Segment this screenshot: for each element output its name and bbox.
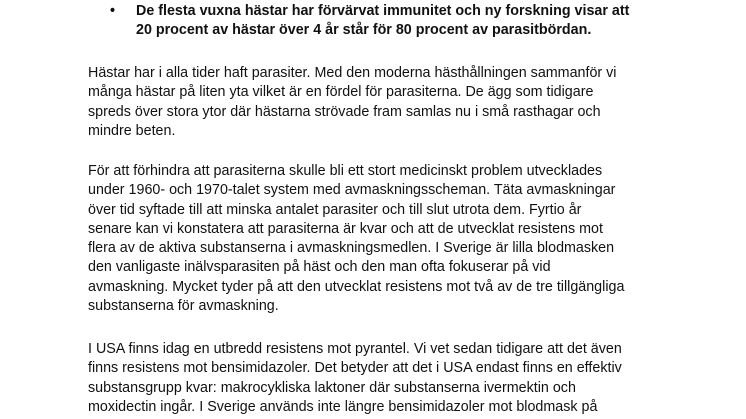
bullet-line: De flesta vuxna hästar har förvärvat immunitet och ny forskning visar att — [136, 3, 630, 19]
paragraph-line: substanserna för avmaskning. — [88, 298, 279, 315]
paragraph-line: I USA finns idag en utbredd resistens mot pyrantel. Vi vet sedan tidigare att det även — [88, 341, 622, 357]
paragraph-line: senare kan vi konstatera att parasiterna är kvar och att de utvecklat resistens mot — [88, 220, 603, 237]
paragraph-parasites-history — [88, 64, 708, 141]
paragraph-line: substansgrupp kvar: makrocykliska laktoner där substanserna ivermektin och — [88, 379, 576, 396]
paragraph-usa-resistance — [88, 340, 708, 417]
bullet-point — [110, 2, 730, 41]
paragraph-line: spreds över stora ytor där hästarna strövade fram samlas nu i små rasthagar och — [88, 103, 601, 120]
paragraph-line: många hästar på liten yta vilket är en fördel för parasiterna. De ägg som tidigare — [88, 84, 594, 101]
paragraph-line: flera av de aktiva substanserna i avmaskningsmedlen. I Sverige är lilla blodmasken — [88, 240, 615, 257]
paragraph-line: under 1960- och 1970-talet system med avmaskningsscheman. Täta avmaskningar — [88, 182, 616, 199]
paragraph-deworming-schedules — [88, 162, 708, 316]
paragraph-line: mindre beten. — [88, 122, 176, 139]
paragraph-line: avmaskning. Mycket tyder på att den utvecklat resistens mot två av de tre tillgängliga — [88, 278, 625, 295]
paragraph-line: moxidectin ingår. I Sverige används inte längre bensimidazoler mot blodmask på — [88, 398, 598, 415]
paragraph-line: För att förhindra att parasiterna skulle bli ett stort medicinskt problem utvecklades — [88, 163, 603, 179]
paragraph-line: den vanligaste inälvsparasiten på häst och den man ofta fokuserar på vid — [88, 259, 551, 276]
bullet-text — [136, 2, 730, 41]
bullet-marker: • — [110, 3, 116, 19]
paragraph-line: Hästar har i alla tider haft parasiter. Med den moderna hästhållningen sammanför vi — [88, 65, 617, 81]
paragraph-line: över tid syftade till att minska antalet parasiter och till slut utrota dem. Fyrtio år — [88, 201, 582, 218]
bullet-line: 20 procent av hästar över 4 år står för 80 procent av parasitbördan. — [136, 22, 592, 39]
paragraph-line: finns resistens mot bensimidazoler. Det betyder att det i USA endast finns en effektiv — [88, 360, 622, 377]
